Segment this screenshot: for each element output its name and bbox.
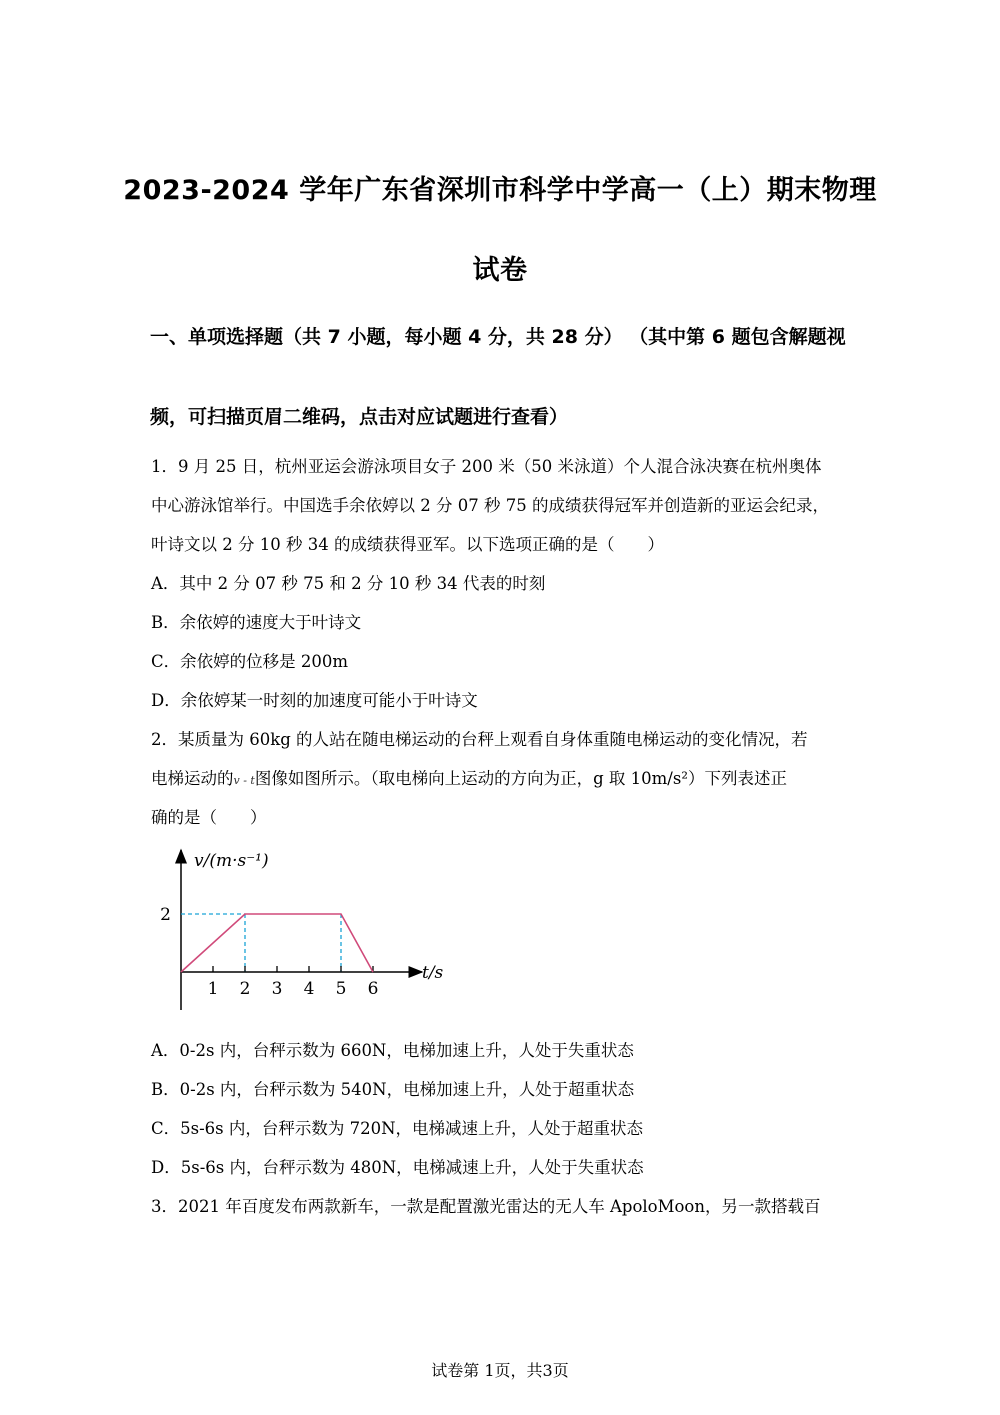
q2-text-line1: 2．某质量为 60kg 的人站在随电梯运动的台秤上观看自身体重随电梯运动的变化情况，若 xyxy=(151,730,808,749)
chart-x-tick-label-4: 4 xyxy=(303,979,315,999)
q1-option-c: C．余依婷的位移是 200m xyxy=(151,652,349,671)
section-heading-line1: 一、单项选择题（共 7 小题，每小题 4 分，共 28 分） （其中第 6 题包含解题视 xyxy=(150,326,846,348)
document-title-line2: 试卷 xyxy=(472,255,528,286)
q2-option-d: D．5s-6s 内，台秤示数为 480N，电梯减速上升，人处于失重状态 xyxy=(151,1158,644,1177)
q1-option-a: A．其中 2 分 07 秒 75 和 2 分 10 秒 34 代表的时刻 xyxy=(151,574,546,593)
chart-x-label: t/s xyxy=(422,963,444,983)
chart-x-tick-label-6: 6 xyxy=(367,979,379,999)
q1-text-line3: 叶诗文以 2 分 10 秒 34 的成绩获得亚军。以下选项正确的是（ ） xyxy=(151,535,664,554)
q2-option-a: A．0-2s 内，台秤示数为 660N，电梯加速上升，人处于失重状态 xyxy=(151,1041,634,1060)
page-footer: 试卷第 1页，共3页 xyxy=(431,1361,569,1380)
chart-x-tick-label-1: 1 xyxy=(207,979,219,999)
section-heading-line2: 频，可扫描页眉二维码，点击对应试题进行查看） xyxy=(150,406,569,428)
chart-x-tick-label-5: 5 xyxy=(335,979,347,999)
chart-x-tick-label-2: 2 xyxy=(239,979,251,999)
chart-y-label: v/(m·s⁻¹) xyxy=(194,851,269,871)
q2-option-b: B．0-2s 内，台秤示数为 540N，电梯加速上升，人处于超重状态 xyxy=(151,1080,635,1099)
q1-option-b: B．余依婷的速度大于叶诗文 xyxy=(151,613,362,632)
vt-symbol: v - t xyxy=(233,774,255,787)
chart-x-tick-label-3: 3 xyxy=(271,979,283,999)
q2-text-line3: 确的是（ ） xyxy=(151,808,267,827)
q2-text-line2-post: 图像如图所示。（取电梯向上运动的方向为正，g 取 10m/s²）下列表述正 xyxy=(254,769,787,788)
velocity-time-chart xyxy=(150,840,450,1015)
chart-y-tick-label-2: 2 xyxy=(160,905,171,925)
q2-text-line2-pre: 电梯运动的 xyxy=(151,769,234,788)
q2-option-c: C．5s-6s 内，台秤示数为 720N，电梯减速上升，人处于超重状态 xyxy=(151,1119,644,1138)
q2-text-line2 xyxy=(151,771,787,788)
q1-option-d: D．余依婷某一时刻的加速度可能小于叶诗文 xyxy=(151,691,478,710)
q3-text-line1: 3．2021 年百度发布两款新车，一款是配置激光雷达的无人车 ApoloMoon，另一款搭载百 xyxy=(151,1197,821,1216)
chart-series-line xyxy=(181,914,373,972)
q1-text-line1: 1．9 月 25 日，杭州亚运会游泳项目女子 200 米（50 米泳道）个人混合泳决赛在杭州奥体 xyxy=(151,457,822,476)
document-title-line1: 2023-2024 学年广东省深圳市科学中学高一（上）期末物理 xyxy=(123,175,877,206)
q1-text-line2: 中心游泳馆举行。中国选手余依婷以 2 分 07 秒 75 的成绩获得冠军并创造新的亚运会纪录， xyxy=(151,496,829,515)
